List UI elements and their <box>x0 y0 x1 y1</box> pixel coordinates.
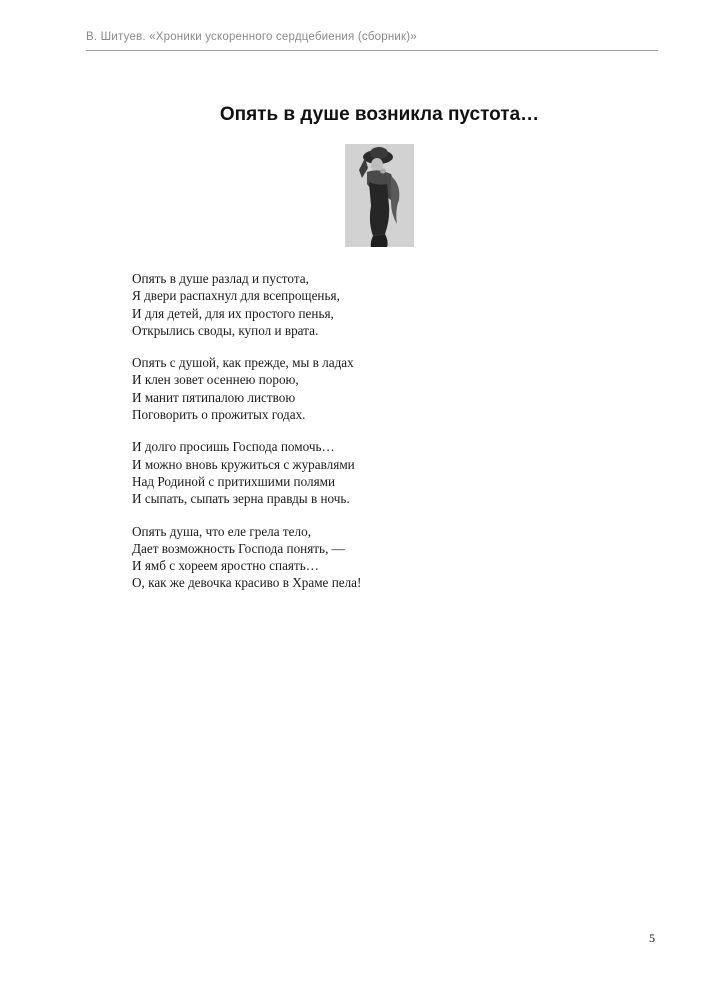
stanza-2 <box>132 354 361 423</box>
poem-line: Опять в душе разлад и пустота, <box>132 271 309 286</box>
poem-line: И долго просишь Господа помочь… <box>132 439 335 455</box>
poem-line: Поговорить о прожитых годах. <box>132 407 306 423</box>
poem-line: И манит пятипалою листвою <box>132 389 296 405</box>
poem-line: Я двери распахнул для всепрощенья, <box>132 288 340 304</box>
poem-line: О, как же девочка красиво в Храме пела! <box>132 575 362 591</box>
poem-line: И клен зовет осеннею порою, <box>132 372 299 388</box>
poem-line: И сыпать, сыпать зерна правды в ночь. <box>132 491 350 507</box>
poem-illustration <box>345 144 414 247</box>
header-divider <box>86 50 658 51</box>
poem-line: Опять душа, что еле грела тело, <box>132 523 311 539</box>
poem-line: И ямб с хореем яростно спаять… <box>132 558 319 574</box>
poem-line: Над Родиной с притихшими полями <box>132 473 336 489</box>
poem-line: Открылись своды, купол и врата. <box>132 322 319 338</box>
poem-line: Опять с душой, как прежде, мы в ладах <box>132 355 354 371</box>
poem-title: Опять в душе возникла пустота… <box>219 104 540 125</box>
poem-body <box>132 270 361 607</box>
running-header: В. Шитуев. «Хроники ускоренного сердцебиения (сборник)» <box>86 31 417 43</box>
poem-line: И можно вновь кружиться с журавлями <box>132 456 355 472</box>
poem-line: Дает возможность Господа понять, — <box>132 540 345 556</box>
page-number: 5 <box>649 931 655 945</box>
poem-line: И для детей, для их простого пенья, <box>132 305 334 321</box>
woman-portrait-image <box>345 144 414 247</box>
stanza-4 <box>132 523 361 592</box>
stanza-3 <box>132 438 361 507</box>
stanza-1 <box>132 270 361 339</box>
